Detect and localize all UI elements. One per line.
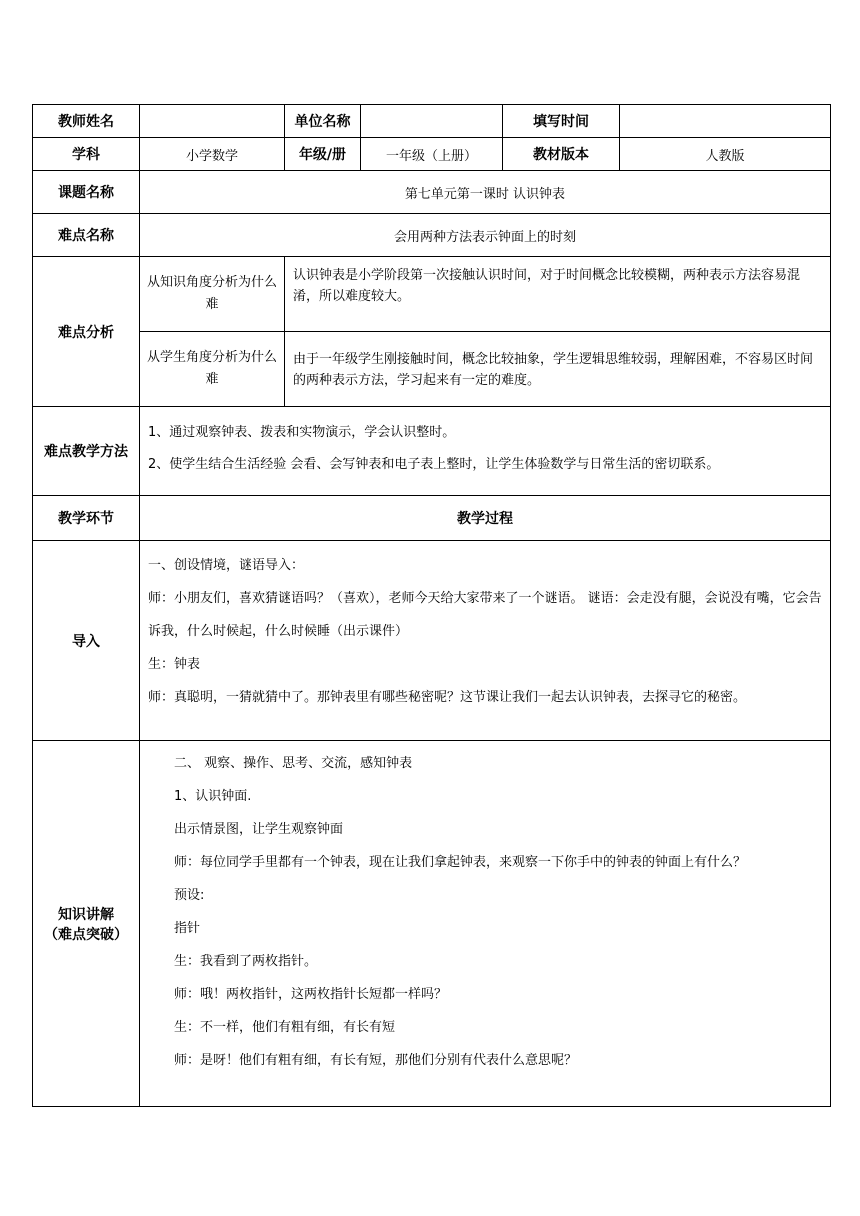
difficulty-row <box>33 214 831 257</box>
fill-date-label: 填写时间 <box>503 105 620 138</box>
knowledge-line: 出示情景图，让学生观察钟面 <box>174 822 344 837</box>
analysis-knowledge-row <box>33 257 831 332</box>
intro-line: 师：小朋友们，喜欢猜谜语吗？（喜欢），老师今天给大家带来了一个谜语。 谜语：会走没有腿，会说没有嘴，它会告诉我，什么时候起，什么时候睡（出示课件） <box>148 591 822 639</box>
fill-date-value <box>620 105 831 138</box>
knowledge-line: 师：哦！两枚指针，这两枚指针长短都一样吗？ <box>174 987 448 1002</box>
knowledge-line: 师：是呀！他们有粗有细，有长有短，那他们分别有代表什么意思呢？ <box>174 1053 578 1068</box>
analysis-label: 难点分析 <box>33 257 140 407</box>
knowledge-line: 生：不一样，他们有粗有细，有长有短 <box>174 1020 396 1035</box>
knowledge-line: 生：我看到了两枚指针。 <box>174 954 318 969</box>
analysis-student-row <box>33 332 831 407</box>
student-angle-text: 由于一年级学生刚接触时间，概念比较抽象，学生逻辑思维较弱，理解困难，不容易区时间的两种表示方法，学习起来有一定的难度。 <box>285 332 831 407</box>
knowledge-label-line2: （难点突破） <box>44 926 128 943</box>
subject-label: 学科 <box>33 138 140 171</box>
knowledge-line: 二、 观察、操作、思考、交流，感知钟表 <box>174 756 413 771</box>
teacher-name-label: 教师姓名 <box>33 105 140 138</box>
intro-line: 一、创设情境，谜语导入： <box>148 558 305 573</box>
unit-name-value <box>361 105 503 138</box>
difficulty-value: 会用两种方法表示钟面上的时刻 <box>140 214 831 257</box>
intro-line: 生：钟表 <box>148 657 201 672</box>
process-header-row <box>33 496 831 541</box>
knowledge-label <box>33 741 140 1107</box>
difficulty-label: 难点名称 <box>33 214 140 257</box>
unit-name-label: 单位名称 <box>285 105 361 138</box>
methods-label: 难点教学方法 <box>33 407 140 496</box>
subject-value: 小学数学 <box>140 138 285 171</box>
intro-label: 导入 <box>33 541 140 741</box>
teacher-name-value <box>140 105 285 138</box>
methods-row <box>33 407 831 496</box>
knowledge-angle-text: 认识钟表是小学阶段第一次接触认识时间，对于时间概念比较模糊，两种表示方法容易混淆，所以难度较大。 <box>285 257 831 332</box>
knowledge-line: 师：每位同学手里都有一个钟表，现在让我们拿起钟表，来观察一下你手中的钟表的钟面上有什么？ <box>174 855 747 870</box>
edition-value: 人教版 <box>620 138 831 171</box>
intro-content <box>140 541 831 741</box>
lesson-plan-table <box>32 104 831 1107</box>
edition-label: 教材版本 <box>503 138 620 171</box>
knowledge-line: 1、认识钟面. <box>174 789 252 804</box>
intro-line: 师：真聪明，一猜就猜中了。那钟表里有哪些秘密呢？这节课让我们一起去认识钟表，去探寻它的秘密。 <box>148 690 747 705</box>
knowledge-label-line1: 知识讲解 <box>58 906 114 923</box>
knowledge-line: 指针 <box>174 921 201 936</box>
knowledge-content <box>140 741 831 1107</box>
method-item: 1、通过观察钟表、拨表和实物演示，学会认识整时。 <box>148 425 456 440</box>
topic-row <box>33 171 831 214</box>
process-header: 教学过程 <box>140 496 831 541</box>
intro-row <box>33 541 831 741</box>
header-row <box>33 105 831 138</box>
methods-content <box>140 407 831 496</box>
topic-label: 课题名称 <box>33 171 140 214</box>
knowledge-angle-label: 从知识角度分析为什么难 <box>140 257 285 332</box>
stage-header: 教学环节 <box>33 496 140 541</box>
method-item: 2、使学生结合生活经验 会看、会写钟表和电子表上整时，让学生体验数学与日常生活的密切联系。 <box>148 457 720 472</box>
knowledge-row <box>33 741 831 1107</box>
student-angle-label: 从学生角度分析为什么难 <box>140 332 285 407</box>
grade-label: 年级/册 <box>285 138 361 171</box>
grade-value: 一年级（上册） <box>361 138 503 171</box>
knowledge-line: 预设: <box>174 888 205 903</box>
subject-row <box>33 138 831 171</box>
topic-value: 第七单元第一课时 认识钟表 <box>140 171 831 214</box>
